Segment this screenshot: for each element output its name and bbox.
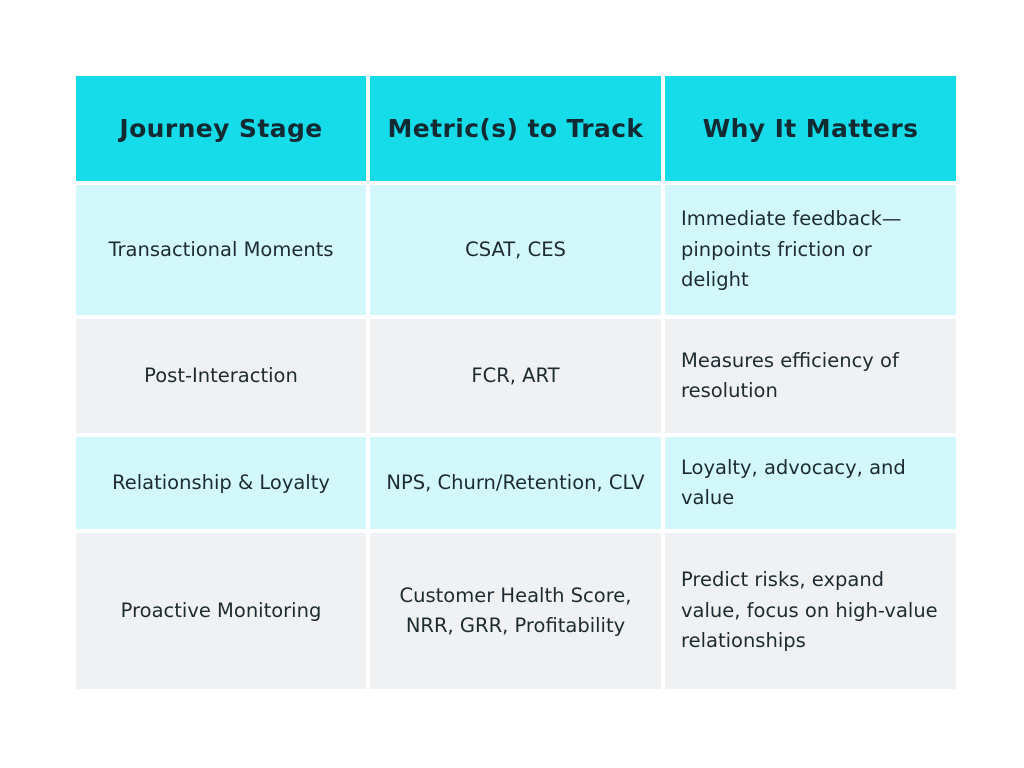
column-header-why-it-matters: Why It Matters — [665, 76, 956, 181]
table-row — [76, 319, 956, 433]
table-row — [76, 185, 956, 315]
table-header — [76, 76, 956, 181]
cell-metric: FCR, ART — [370, 319, 661, 433]
cell-journey-stage: Transactional Moments — [76, 185, 366, 315]
cell-journey-stage: Proactive Monitoring — [76, 533, 366, 689]
table-body — [76, 185, 956, 689]
cell-metric: Customer Health Score, NRR, GRR, Profitability — [370, 533, 661, 689]
cell-why-it-matters: Loyalty, advocacy, and value — [665, 437, 956, 529]
cell-why-it-matters: Predict risks, expand value, focus on high-value relationships — [665, 533, 956, 689]
table-row — [76, 437, 956, 529]
cell-journey-stage: Post-Interaction — [76, 319, 366, 433]
column-header-metrics: Metric(s) to Track — [370, 76, 661, 181]
table-row — [76, 533, 956, 689]
column-header-journey-stage: Journey Stage — [76, 76, 366, 181]
cell-why-it-matters: Measures efficiency of resolution — [665, 319, 956, 433]
metrics-table-container — [76, 76, 948, 689]
cell-metric: NPS, Churn/Retention, CLV — [370, 437, 661, 529]
cell-metric: CSAT, CES — [370, 185, 661, 315]
cell-journey-stage: Relationship & Loyalty — [76, 437, 366, 529]
journey-metrics-table — [72, 72, 960, 693]
header-row — [76, 76, 956, 181]
cell-why-it-matters: Immediate feedback—pinpoints friction or delight — [665, 185, 956, 315]
